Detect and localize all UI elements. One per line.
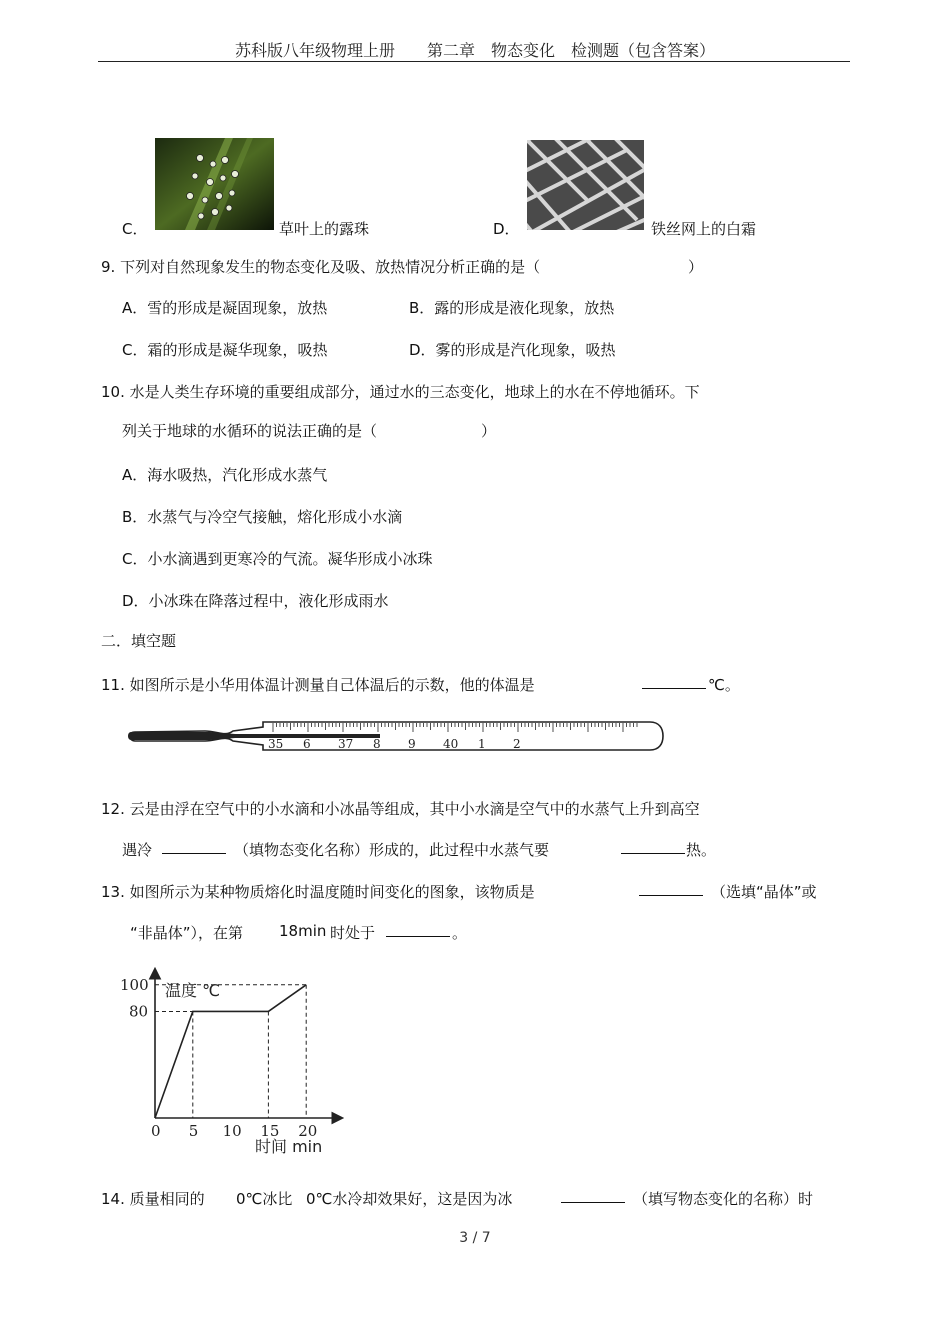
x-tick-label: 10 xyxy=(222,1122,242,1140)
q9-option-a: A．雪的形成是凝固现象，放热 xyxy=(122,299,328,317)
thermometer-scale-label: 40 xyxy=(443,737,459,751)
x-tick-label: 15 xyxy=(260,1122,280,1140)
q9-stem: 9. 下列对自然现象发生的物态变化及吸、放热情况分析正确的是（ xyxy=(101,258,541,276)
q13-stem-line2a: “非晶体”），在第 xyxy=(130,924,244,942)
q9-option-c: C．霜的形成是凝华现象，吸热 xyxy=(122,341,328,359)
q11-unit: ℃。 xyxy=(708,676,740,694)
option-d-caption: 铁丝网上的白霜 xyxy=(651,220,757,238)
q14-stem-c: 0℃水冷却效果好，这是因为冰 xyxy=(306,1190,513,1208)
x-axis-label: 时间 min xyxy=(255,1137,323,1156)
frost-on-wire-mesh-photo xyxy=(527,140,644,230)
q12-blank-change-name[interactable] xyxy=(162,839,226,854)
q13-stem-line2b: 18min xyxy=(279,922,327,940)
q13-stem-line2d: 。 xyxy=(452,924,468,942)
y-tick-label: 80 xyxy=(129,1002,149,1021)
section-title: 二．填空题 xyxy=(101,632,177,650)
q13-stem-line1a: 13. 如图所示为某种物质熔化时温度随时间变化的图象，该物质是 xyxy=(101,883,535,901)
q13-stem-line1b: （选填“晶体”或 xyxy=(711,883,817,901)
q10-option-d: D．小冰珠在降落过程中，液化形成雨水 xyxy=(122,592,389,610)
q12-stem-line2a: 遇冷 xyxy=(122,841,153,859)
q10-paren-close: ） xyxy=(481,422,497,440)
q12-stem-line2c: 热。 xyxy=(686,841,717,859)
q12-blank-heat[interactable] xyxy=(621,839,685,854)
page-number: 3 / 7 xyxy=(459,1230,491,1246)
q10-stem-line2: 列关于地球的水循环的说法正确的是（ xyxy=(122,422,378,440)
q9-option-d: D．雾的形成是汽化现象，吸热 xyxy=(409,341,616,359)
thermometer-scale-label: 9 xyxy=(408,737,416,751)
q14-stem-b: 0℃冰比 xyxy=(236,1190,293,1208)
x-tick-label: 0 xyxy=(151,1122,161,1140)
option-c-label: C． xyxy=(122,220,148,238)
q10-option-a: A．海水吸热，汽化形成水蒸气 xyxy=(122,466,328,484)
q11-stem: 11. 如图所示是小华用体温计测量自己体温后的示数，他的体温是 xyxy=(101,676,535,694)
q10-option-b: B．水蒸气与冷空气接触，熔化形成小水滴 xyxy=(122,508,403,526)
q14-stem-a: 14. 质量相同的 xyxy=(101,1190,205,1208)
y-tick-label: 100 xyxy=(120,975,149,994)
page-header: 苏科版八年级物理上册 第二章 物态变化 检测题（包含答案） xyxy=(234,41,715,60)
header-rule xyxy=(98,61,850,62)
q14-stem-d: （填写物态变化的名称）时 xyxy=(633,1190,814,1208)
q12-stem-line1: 12. 云是由浮在空气中的小水滴和小冰晶等组成，其中小水滴是空气中的水蒸气上升到高空 xyxy=(101,800,700,818)
temperature-curve xyxy=(155,985,306,1118)
dew-on-grass-photo xyxy=(155,138,274,230)
thermometer-scale-label: 37 xyxy=(338,737,354,751)
x-tick-label: 20 xyxy=(298,1122,318,1140)
thermometer-scale-label: 1 xyxy=(478,737,486,751)
q12-stem-line2b: （填物态变化名称）形成的，此过程中水蒸气要 xyxy=(234,841,550,859)
q11-answer-blank[interactable] xyxy=(642,674,706,689)
thermometer-scale-label: 2 xyxy=(513,737,521,751)
q9-paren-close: ） xyxy=(688,258,704,276)
q13-blank-state[interactable] xyxy=(386,922,450,937)
x-tick-label: 5 xyxy=(188,1122,199,1140)
thermometer-scale-label: 8 xyxy=(373,737,381,751)
clinical-thermometer xyxy=(125,714,665,762)
q10-option-c: C．小水滴遇到更寒冷的气流。凝华形成小冰珠 xyxy=(122,550,433,568)
option-d-label: D． xyxy=(493,220,520,238)
option-c-caption: 草叶上的露珠 xyxy=(279,220,370,238)
thermometer-scale-label: 35 xyxy=(268,737,284,751)
q10-stem-line1: 10. 水是人类生存环境的重要组成部分，通过水的三态变化，地球上的水在不停地循环。下 xyxy=(101,383,700,401)
q13-stem-line2c: 时处于 xyxy=(330,924,376,942)
y-axis-label: 温度 ℃ xyxy=(165,981,221,1000)
q9-option-b: B．露的形成是液化现象，放热 xyxy=(409,299,615,317)
q14-blank-change-name[interactable] xyxy=(561,1188,625,1203)
q13-blank-crystal[interactable] xyxy=(639,881,703,896)
thermometer-scale-label: 6 xyxy=(303,737,311,751)
melting-temperature-graph xyxy=(115,960,355,1160)
